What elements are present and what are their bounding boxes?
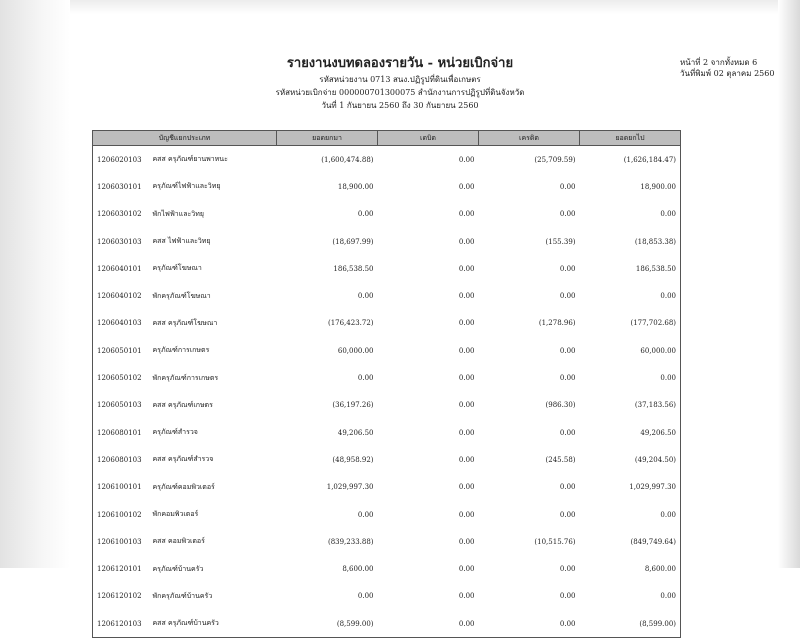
- account-code: 1206120103: [97, 619, 142, 628]
- credit-value: 0.00: [559, 592, 576, 601]
- table-row: [93, 501, 681, 528]
- table-row: [93, 173, 681, 200]
- date-range-line: วันที่ 1 กันยายน 2560 ถึง 30 กันยายน 2560: [321, 101, 479, 110]
- debit-value: 0.00: [458, 210, 475, 219]
- account-description: พักไฟฟ้าและวิทยุ: [152, 209, 204, 218]
- table-row: [93, 310, 681, 337]
- account-description: คสส ครุภัณฑ์โฆษณา: [152, 318, 218, 327]
- account-code: 1206050102: [97, 374, 142, 383]
- brought-forward-value: 0.00: [357, 374, 374, 383]
- table-row: [93, 282, 681, 309]
- account-code: 1206120102: [97, 592, 142, 601]
- carried-forward-value: 0.00: [660, 592, 677, 601]
- credit-value: 0.00: [559, 428, 576, 437]
- table-row: [93, 337, 681, 364]
- disbursement-unit-line: รหัสหน่วยเบิกจ่าย 000000701300075 สำนักงานการปฏิรูปที่ดินจังหวัด: [275, 88, 525, 97]
- account-description: คสส คอมพิวเตอร์: [152, 537, 205, 546]
- account-description: คสส ครุภัณฑ์ยานพาหนะ: [152, 155, 228, 164]
- brought-forward-value: 0.00: [357, 510, 374, 519]
- account-description: ครุภัณฑ์ไฟฟ้าและวิทยุ: [152, 182, 221, 191]
- col-header-debit: เดบิต: [378, 131, 479, 146]
- account-code: 1206050103: [97, 401, 142, 410]
- debit-value: 0.00: [458, 592, 475, 601]
- brought-forward-value: 0.00: [357, 210, 374, 219]
- carried-forward-value: (849,749.64): [630, 537, 677, 546]
- debit-value: 0.00: [458, 483, 475, 492]
- brought-forward-value: 49,206.50: [337, 428, 374, 437]
- carried-forward-value: (49,204.50): [634, 455, 677, 464]
- credit-value: 0.00: [559, 565, 576, 574]
- carried-forward-value: 0.00: [660, 292, 677, 301]
- table-row: [93, 146, 681, 174]
- debit-value: 0.00: [458, 619, 475, 628]
- account-description: พักครุภัณฑ์บ้านครัว: [152, 591, 213, 600]
- carried-forward-value: 60,000.00: [640, 346, 677, 355]
- account-description: ครุภัณฑ์คอมพิวเตอร์: [152, 482, 215, 491]
- table-row: [93, 255, 681, 282]
- account-code: 1206030101: [97, 182, 142, 191]
- table-header-row: [93, 131, 681, 146]
- account-code: 1206050101: [97, 346, 142, 355]
- brought-forward-value: (176,423.72): [327, 319, 374, 328]
- credit-value: 0.00: [559, 374, 576, 383]
- brought-forward-value: (36,197.26): [332, 401, 374, 410]
- account-description: คสส ครุภัณฑ์สำรวจ: [152, 455, 214, 464]
- ledger-table: [92, 130, 681, 638]
- account-description: คสส ครุภัณฑ์เกษตร: [152, 400, 213, 409]
- carried-forward-value: 186,538.50: [635, 264, 677, 273]
- col-header-brought-forward: ยอดยกมา: [277, 131, 378, 146]
- table-row: [93, 610, 681, 638]
- print-date: วันที่พิมพ์ 02 ตุลาคม 2560: [680, 69, 775, 78]
- account-description: ครุภัณฑ์โฆษณา: [152, 264, 202, 273]
- brought-forward-value: 18,900.00: [337, 182, 374, 191]
- debit-value: 0.00: [458, 319, 475, 328]
- carried-forward-value: 18,900.00: [640, 182, 677, 191]
- debit-value: 0.00: [458, 455, 475, 464]
- account-description: พักครุภัณฑ์โฆษณา: [152, 291, 211, 300]
- page-right-edge: [778, 0, 800, 568]
- account-description: ครุภัณฑ์บ้านครัว: [152, 564, 204, 573]
- brought-forward-value: 0.00: [357, 592, 374, 601]
- account-description: คสส ครุภัณฑ์บ้านครัว: [152, 619, 219, 628]
- debit-value: 0.00: [458, 264, 475, 273]
- brought-forward-value: 0.00: [357, 292, 374, 301]
- debit-value: 0.00: [458, 346, 475, 355]
- debit-value: 0.00: [458, 401, 475, 410]
- credit-value: (155.39): [545, 237, 576, 246]
- credit-value: 0.00: [559, 510, 576, 519]
- account-description: พักครุภัณฑ์การเกษตร: [152, 373, 219, 382]
- account-code: 1206040101: [97, 264, 142, 273]
- credit-value: 0.00: [559, 182, 576, 191]
- agency-line: รหัสหน่วยงาน 0713 สนง.ปฏิรูปที่ดินเพื่อเกษตร: [319, 75, 481, 84]
- brought-forward-value: 8,600.00: [342, 565, 374, 574]
- carried-forward-value: 8,600.00: [644, 565, 677, 574]
- carried-forward-value: 0.00: [660, 374, 677, 383]
- carried-forward-value: (8,599.00): [639, 619, 677, 628]
- credit-value: 0.00: [559, 346, 576, 355]
- debit-value: 0.00: [458, 428, 475, 437]
- brought-forward-value: 1,029,997.30: [326, 483, 374, 492]
- table-row: [93, 392, 681, 419]
- brought-forward-value: (18,697.99): [332, 237, 374, 246]
- account-code: 1206040103: [97, 319, 142, 328]
- debit-value: 0.00: [458, 537, 475, 546]
- debit-value: 0.00: [458, 155, 475, 164]
- col-header-credit: เครดิต: [479, 131, 580, 146]
- account-code: 1206030103: [97, 237, 142, 246]
- credit-value: 0.00: [559, 210, 576, 219]
- carried-forward-value: (37,183.56): [634, 401, 677, 410]
- debit-value: 0.00: [458, 374, 475, 383]
- report-title: รายงานงบทดลองรายวัน - หน่วยเบิกจ่าย: [286, 56, 514, 71]
- page-info: [680, 57, 780, 79]
- account-code: 1206080101: [97, 428, 142, 437]
- carried-forward-value: (18,853.38): [634, 237, 677, 246]
- table-row: [93, 201, 681, 228]
- table-row: [93, 474, 681, 501]
- debit-value: 0.00: [458, 565, 475, 574]
- carried-forward-value: 49,206.50: [640, 428, 677, 437]
- credit-value: (245.58): [545, 455, 576, 464]
- table-row: [93, 364, 681, 391]
- page-left-shadow: [0, 0, 70, 568]
- ledger-body: [93, 146, 681, 638]
- brought-forward-value: (8,599.00): [336, 619, 374, 628]
- credit-value: 0.00: [559, 292, 576, 301]
- account-code: 1206120101: [97, 565, 142, 574]
- credit-value: 0.00: [559, 619, 576, 628]
- table-row: [93, 528, 681, 555]
- table-row: [93, 583, 681, 610]
- credit-value: (986.30): [545, 401, 576, 410]
- carried-forward-value: 0.00: [660, 510, 677, 519]
- ledger-table-wrap: [92, 130, 680, 638]
- account-description: พักคอมพิวเตอร์: [152, 510, 199, 518]
- table-row: [93, 419, 681, 446]
- account-description: คสส ไฟฟ้าและวิทยุ: [152, 237, 211, 246]
- debit-value: 0.00: [458, 237, 475, 246]
- carried-forward-value: 0.00: [660, 210, 677, 219]
- account-description: ครุภัณฑ์สำรวจ: [152, 428, 198, 437]
- account-code: 1206020103: [97, 155, 142, 164]
- account-code: 1206030102: [97, 210, 142, 219]
- report-header: [150, 55, 650, 112]
- debit-value: 0.00: [458, 182, 475, 191]
- account-code: 1206100101: [97, 483, 142, 492]
- carried-forward-value: (177,702.68): [630, 319, 677, 328]
- brought-forward-value: (839,233.88): [327, 537, 374, 546]
- credit-value: 0.00: [559, 483, 576, 492]
- table-row: [93, 446, 681, 473]
- table-row: [93, 228, 681, 255]
- debit-value: 0.00: [458, 292, 475, 301]
- debit-value: 0.00: [458, 510, 475, 519]
- page-top-shadow: [0, 0, 800, 14]
- carried-forward-value: (1,626,184.47): [623, 155, 677, 164]
- table-row: [93, 555, 681, 582]
- credit-value: (25,709.59): [534, 155, 576, 164]
- credit-value: (10,515.76): [534, 537, 576, 546]
- credit-value: (1,278.96): [538, 319, 576, 328]
- carried-forward-value: 1,029,997.30: [629, 483, 677, 492]
- col-header-account: บัญชีแยกประเภท: [93, 131, 277, 146]
- credit-value: 0.00: [559, 264, 576, 273]
- brought-forward-value: 186,538.50: [333, 264, 374, 273]
- account-code: 1206100103: [97, 537, 142, 546]
- account-description: ครุภัณฑ์การเกษตร: [152, 346, 210, 355]
- brought-forward-value: (1,600,474.88): [321, 155, 374, 164]
- brought-forward-value: 60,000.00: [337, 346, 374, 355]
- account-code: 1206100102: [97, 510, 142, 519]
- page-number: หน้าที่ 2 จากทั้งหมด 6: [680, 58, 758, 67]
- account-code: 1206040102: [97, 292, 142, 301]
- account-code: 1206080103: [97, 455, 142, 464]
- col-header-carried-forward: ยอดยกไป: [580, 131, 681, 146]
- brought-forward-value: (48,958.92): [332, 455, 374, 464]
